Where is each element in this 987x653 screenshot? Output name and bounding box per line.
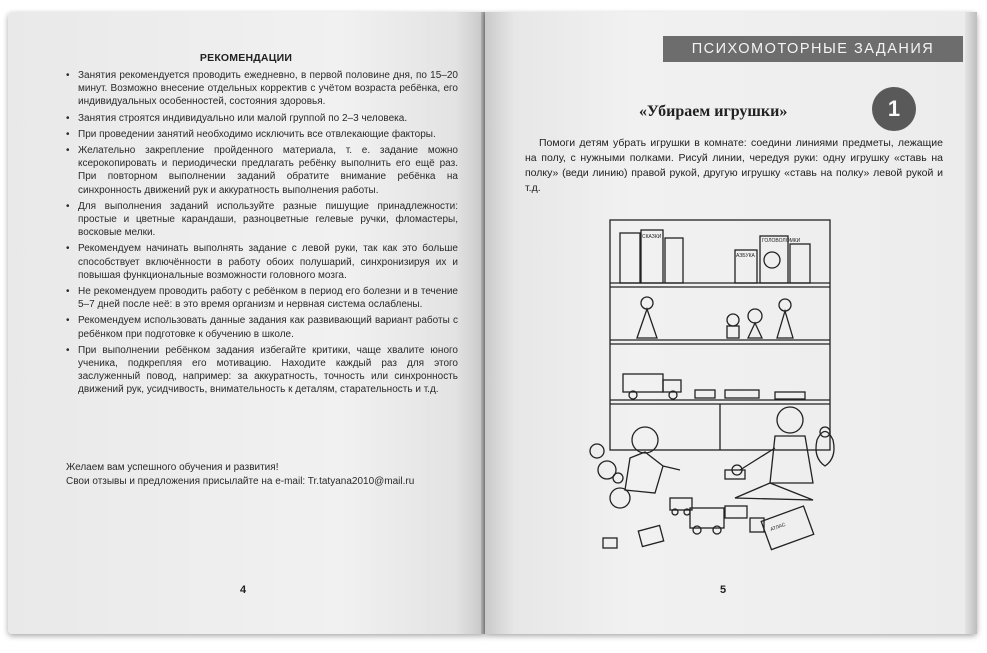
girl-figure <box>625 427 680 493</box>
page-number-left: 4 <box>240 584 247 596</box>
recommendation-text: Рекомендуем начинать выполнять задание с левой руки, так как это больше способствует включённости в работу обоих полушарий, синхронизируя их и повышая функциональные возможности головного мозга. <box>78 243 458 281</box>
recommendation-item <box>66 242 458 282</box>
book-label-fairy-tales: СКАЗКИ <box>642 234 662 240</box>
book-label-alphabet: АЗБУКА <box>736 253 755 259</box>
bullet-icon: • <box>66 286 70 298</box>
bullet-icon: • <box>66 200 70 212</box>
book-label-atlas: АТЛАС <box>769 521 787 534</box>
task-title: «Убираем игрушки» <box>639 103 788 120</box>
recommendations-title: РЕКОМЕНДАЦИИ <box>199 52 293 64</box>
toys-illustration <box>585 208 885 563</box>
closing-wish: Желаем вам успешного обучения и развития! <box>66 462 279 473</box>
page-number-right: 5 <box>720 584 727 596</box>
closing-text <box>66 461 466 488</box>
recommendations-list <box>66 69 458 400</box>
left-page <box>8 12 484 634</box>
recommendation-item <box>66 344 458 397</box>
recommendation-item <box>66 200 458 240</box>
task-instructions: Помоги детям убрать игрушки в комнате: соедини линиями предметы, лежащие на полу, с нужными полками. Рисуй линии, чередуя руки: одну игрушку «ставь на полку» (веди линию) правой рукой, другую игрушку «ставь на полку» левой рукой и т.д. <box>525 137 943 194</box>
floor-toys <box>590 427 834 550</box>
recommendation-text: Не рекомендуем проводить работу с ребёнком в период его болезни и в течение 5–7 дней после неё: в это время организм и нервная система ослаблены. <box>78 286 458 311</box>
recommendation-item <box>66 128 458 141</box>
bullet-icon: • <box>66 243 70 255</box>
page-edge <box>965 12 977 634</box>
recommendation-item <box>66 69 458 109</box>
bullet-icon: • <box>66 315 70 327</box>
closing-email-line: Свои отзывы и предложения присылайте на e-mail: Tr.tatyana2010@mail.ru <box>66 475 415 487</box>
recommendation-text: Занятия строятся индивидуально или малой группой по 2–3 человека. <box>78 112 408 124</box>
task-number-badge: 1 <box>872 87 916 131</box>
recommendation-text: При выполнении ребёнком задания избегайте критики, чаще хвалите юного ученика, подкрепляя его мотивацию. Находите каждый раз для этого заслуженный повод, например: за аккуратность, точность или синхронность движений рук, усидчивость, внимательность к деталям, старательность и т.д. <box>78 344 458 396</box>
cars-on-shelf <box>623 374 805 399</box>
right-page <box>485 12 977 634</box>
dolls-on-shelf <box>637 297 793 338</box>
section-header: ПСИХОМОТОРНЫЕ ЗАДАНИЯ <box>663 36 963 62</box>
boy-figure <box>735 407 813 500</box>
recommendation-item <box>66 144 458 197</box>
recommendation-text: Занятия рекомендуется проводить ежедневно, в первой половине дня, по 15–20 минут. Возможно внесение отдельных корректив с учётом возраста ребёнка, его индивидуальных особенностей, состояния здоровья. <box>78 70 458 108</box>
recommendation-text: Рекомендуем использовать данные задания как развивающий вариант работы с ребёнком при подготовке к обучению в школе. <box>78 315 458 340</box>
bullet-icon: • <box>66 128 70 140</box>
recommendation-text: При проведении занятий необходимо исключить все отвлекающие факторы. <box>78 128 436 140</box>
recommendation-item <box>66 314 458 340</box>
bullet-icon: • <box>66 344 70 356</box>
bullet-icon: • <box>66 145 70 157</box>
recommendation-text: Для выполнения заданий используйте разные пишущие принадлежности: простые и цветные карандаши, разноцветные гелевые ручки, фломастеры, восковые мелки. <box>78 200 458 239</box>
book-label-puzzles: ГОЛОВОЛОМКИ <box>762 238 801 244</box>
bullet-icon: • <box>66 70 70 81</box>
recommendation-text: Желательно закрепление пройденного материала, т. е. задание можно ксерокопировать и периодически предлагать ребёнку выполнить его ещё раз. При повторном выполнении заданий обратите внимание ребёнка на синхронность движений рук и аккуратность выполнения работы. <box>78 145 458 196</box>
bullet-icon: • <box>66 112 70 124</box>
recommendation-item <box>66 112 458 125</box>
recommendation-item <box>66 285 458 311</box>
